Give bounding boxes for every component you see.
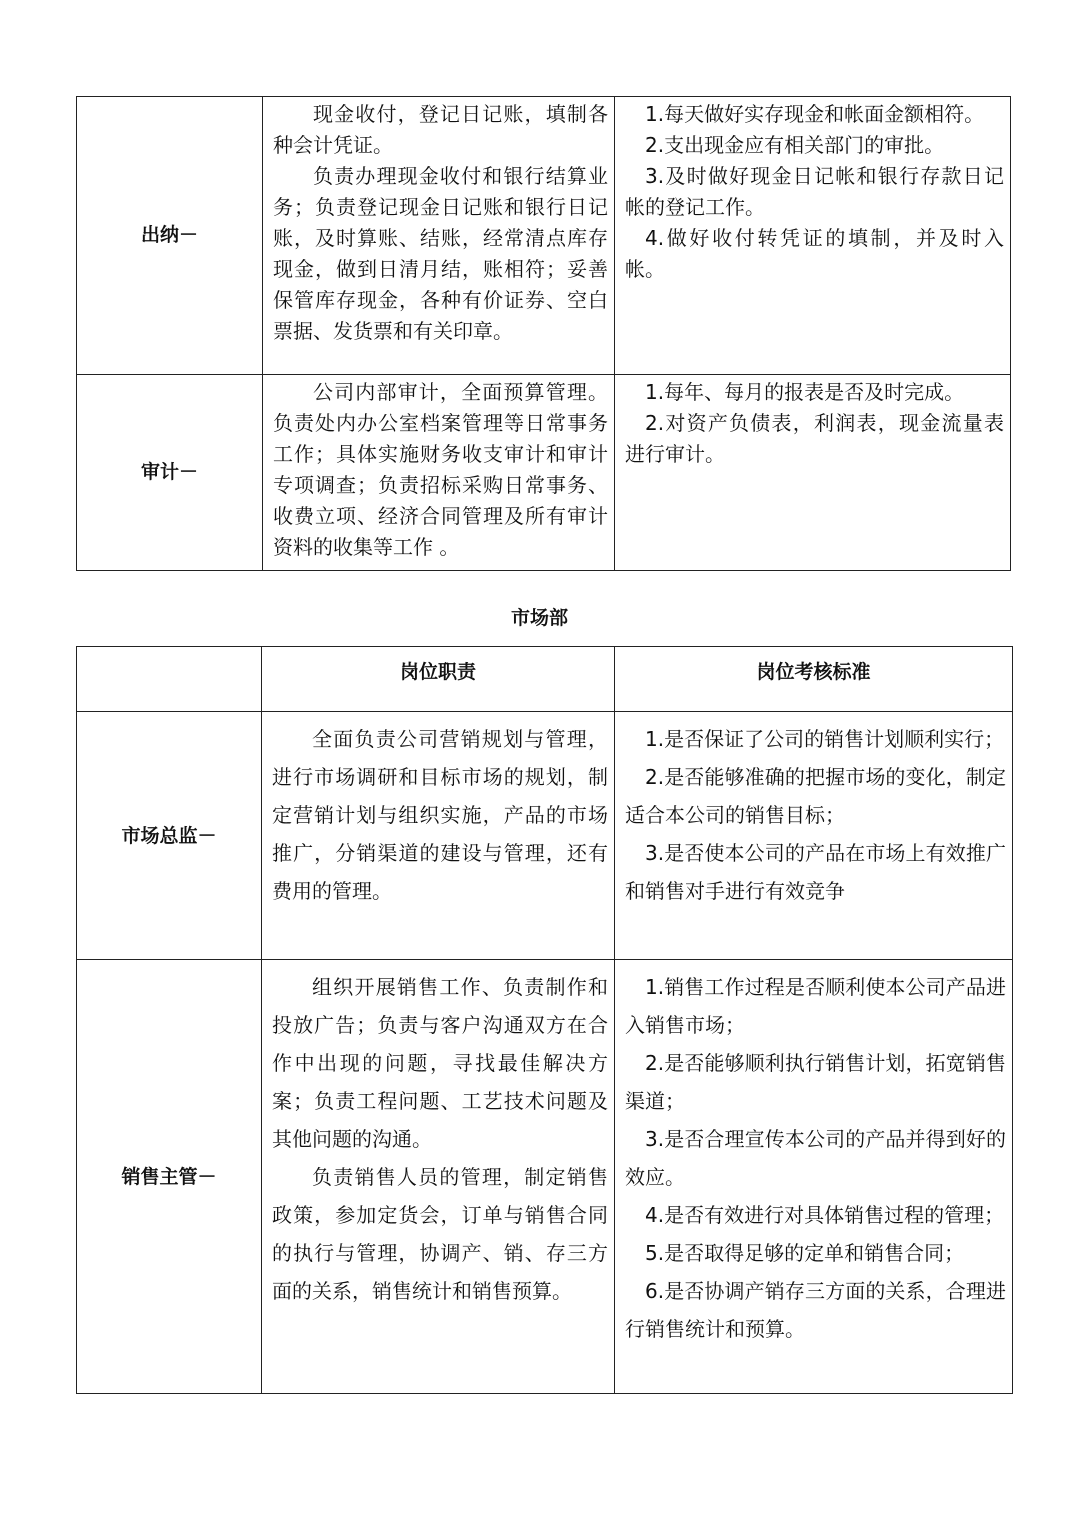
duties-cell (262, 960, 615, 1394)
table-row (77, 960, 1013, 1394)
table-row (77, 375, 1011, 571)
market-duties-table (76, 646, 1013, 1394)
standard-item: 2.支出现金应有相关部门的审批。 (645, 133, 945, 157)
standard-item: 3.是否合理宣传本公司的产品并得到好的效应。 (625, 1127, 1006, 1189)
finance-duties-table (76, 96, 1011, 571)
role-cell: 出纳－ (77, 97, 263, 375)
duty-paragraph: 负责销售人员的管理，制定销售政策，参加定货会，订单与销售合同的执行与管理，协调产、销、存三方面的关系，销售统计和销售预算。 (272, 1165, 608, 1303)
duties-cell (263, 97, 615, 375)
duties-cell (263, 375, 615, 571)
standards-cell (615, 97, 1011, 375)
standard-item: 3.是否使本公司的产品在市场上有效推广和销售对手进行有效竞争 (625, 841, 1006, 903)
duty-paragraph: 现金收付，登记日记账，填制各种会计凭证。 (273, 102, 608, 157)
duty-paragraph: 负责办理现金收付和银行结算业务；负责登记现金日记账和银行日记账，及时算账、结账，经常清点库存现金，做到日清月结，账相符；妥善保管库存现金，各种有价证券、空白票据、发货票和有关印章。 (273, 164, 608, 343)
standard-item: 1.每天做好实存现金和帐面金额相符。 (645, 102, 985, 126)
standard-item: 2.对资产负债表，利润表，现金流量表进行审计。 (625, 411, 1004, 466)
standard-item: 1.是否保证了公司的销售计划顺利实行； (645, 727, 1005, 751)
standard-item: 5.是否取得足够的定单和销售合同； (645, 1241, 965, 1265)
duty-paragraph: 公司内部审计，全面预算管理。负责处内办公室档案管理等日常事务工作；具体实施财务收支审计和审计专项调查；负责招标采购日常事务、收费立项、经济合同管理及所有审计资料的收集等工作 。 (273, 380, 608, 559)
standards-cell (615, 375, 1011, 571)
standard-item: 1.每年、每月的报表是否及时完成。 (645, 380, 965, 404)
standard-item: 1.销售工作过程是否顺利使本公司产品进入销售市场； (625, 975, 1006, 1037)
duty-paragraph: 全面负责公司营销规划与管理，进行市场调研和目标市场的规划，制定营销计划与组织实施，产品的市场推广，分销渠道的建设与管理，还有费用的管理。 (272, 727, 608, 903)
header-empty (77, 647, 262, 712)
header-standards: 岗位考核标准 (615, 647, 1013, 712)
role-cell: 审计－ (77, 375, 263, 571)
standards-cell (615, 712, 1013, 960)
standard-item: 4.是否有效进行对具体销售过程的管理； (645, 1203, 1005, 1227)
duties-cell (262, 712, 615, 960)
standard-item: 2.是否能够准确的把握市场的变化，制定适合本公司的销售目标； (625, 765, 1006, 827)
header-duties: 岗位职责 (262, 647, 615, 712)
standard-item: 4.做好收付转凭证的填制，并及时入帐。 (625, 226, 1004, 281)
table-row (77, 712, 1013, 960)
table-row (77, 97, 1011, 375)
role-cell: 市场总监－ (77, 712, 262, 960)
table-header-row (77, 647, 1013, 712)
section-title: 市场部 (510, 607, 568, 629)
standard-item: 2.是否能够顺利执行销售计划，拓宽销售渠道； (625, 1051, 1006, 1113)
standard-item: 3.及时做好现金日记帐和银行存款日记帐的登记工作。 (625, 164, 1004, 219)
role-cell: 销售主管－ (77, 960, 262, 1394)
standards-cell (615, 960, 1013, 1394)
standard-item: 6.是否协调产销存三方面的关系，合理进行销售统计和预算。 (625, 1279, 1006, 1341)
duty-paragraph: 组织开展销售工作、负责制作和投放广告；负责与客户沟通双方在合作中出现的问题，寻找最佳解决方案；负责工程问题、工艺技术问题及其他问题的沟通。 (272, 975, 608, 1151)
